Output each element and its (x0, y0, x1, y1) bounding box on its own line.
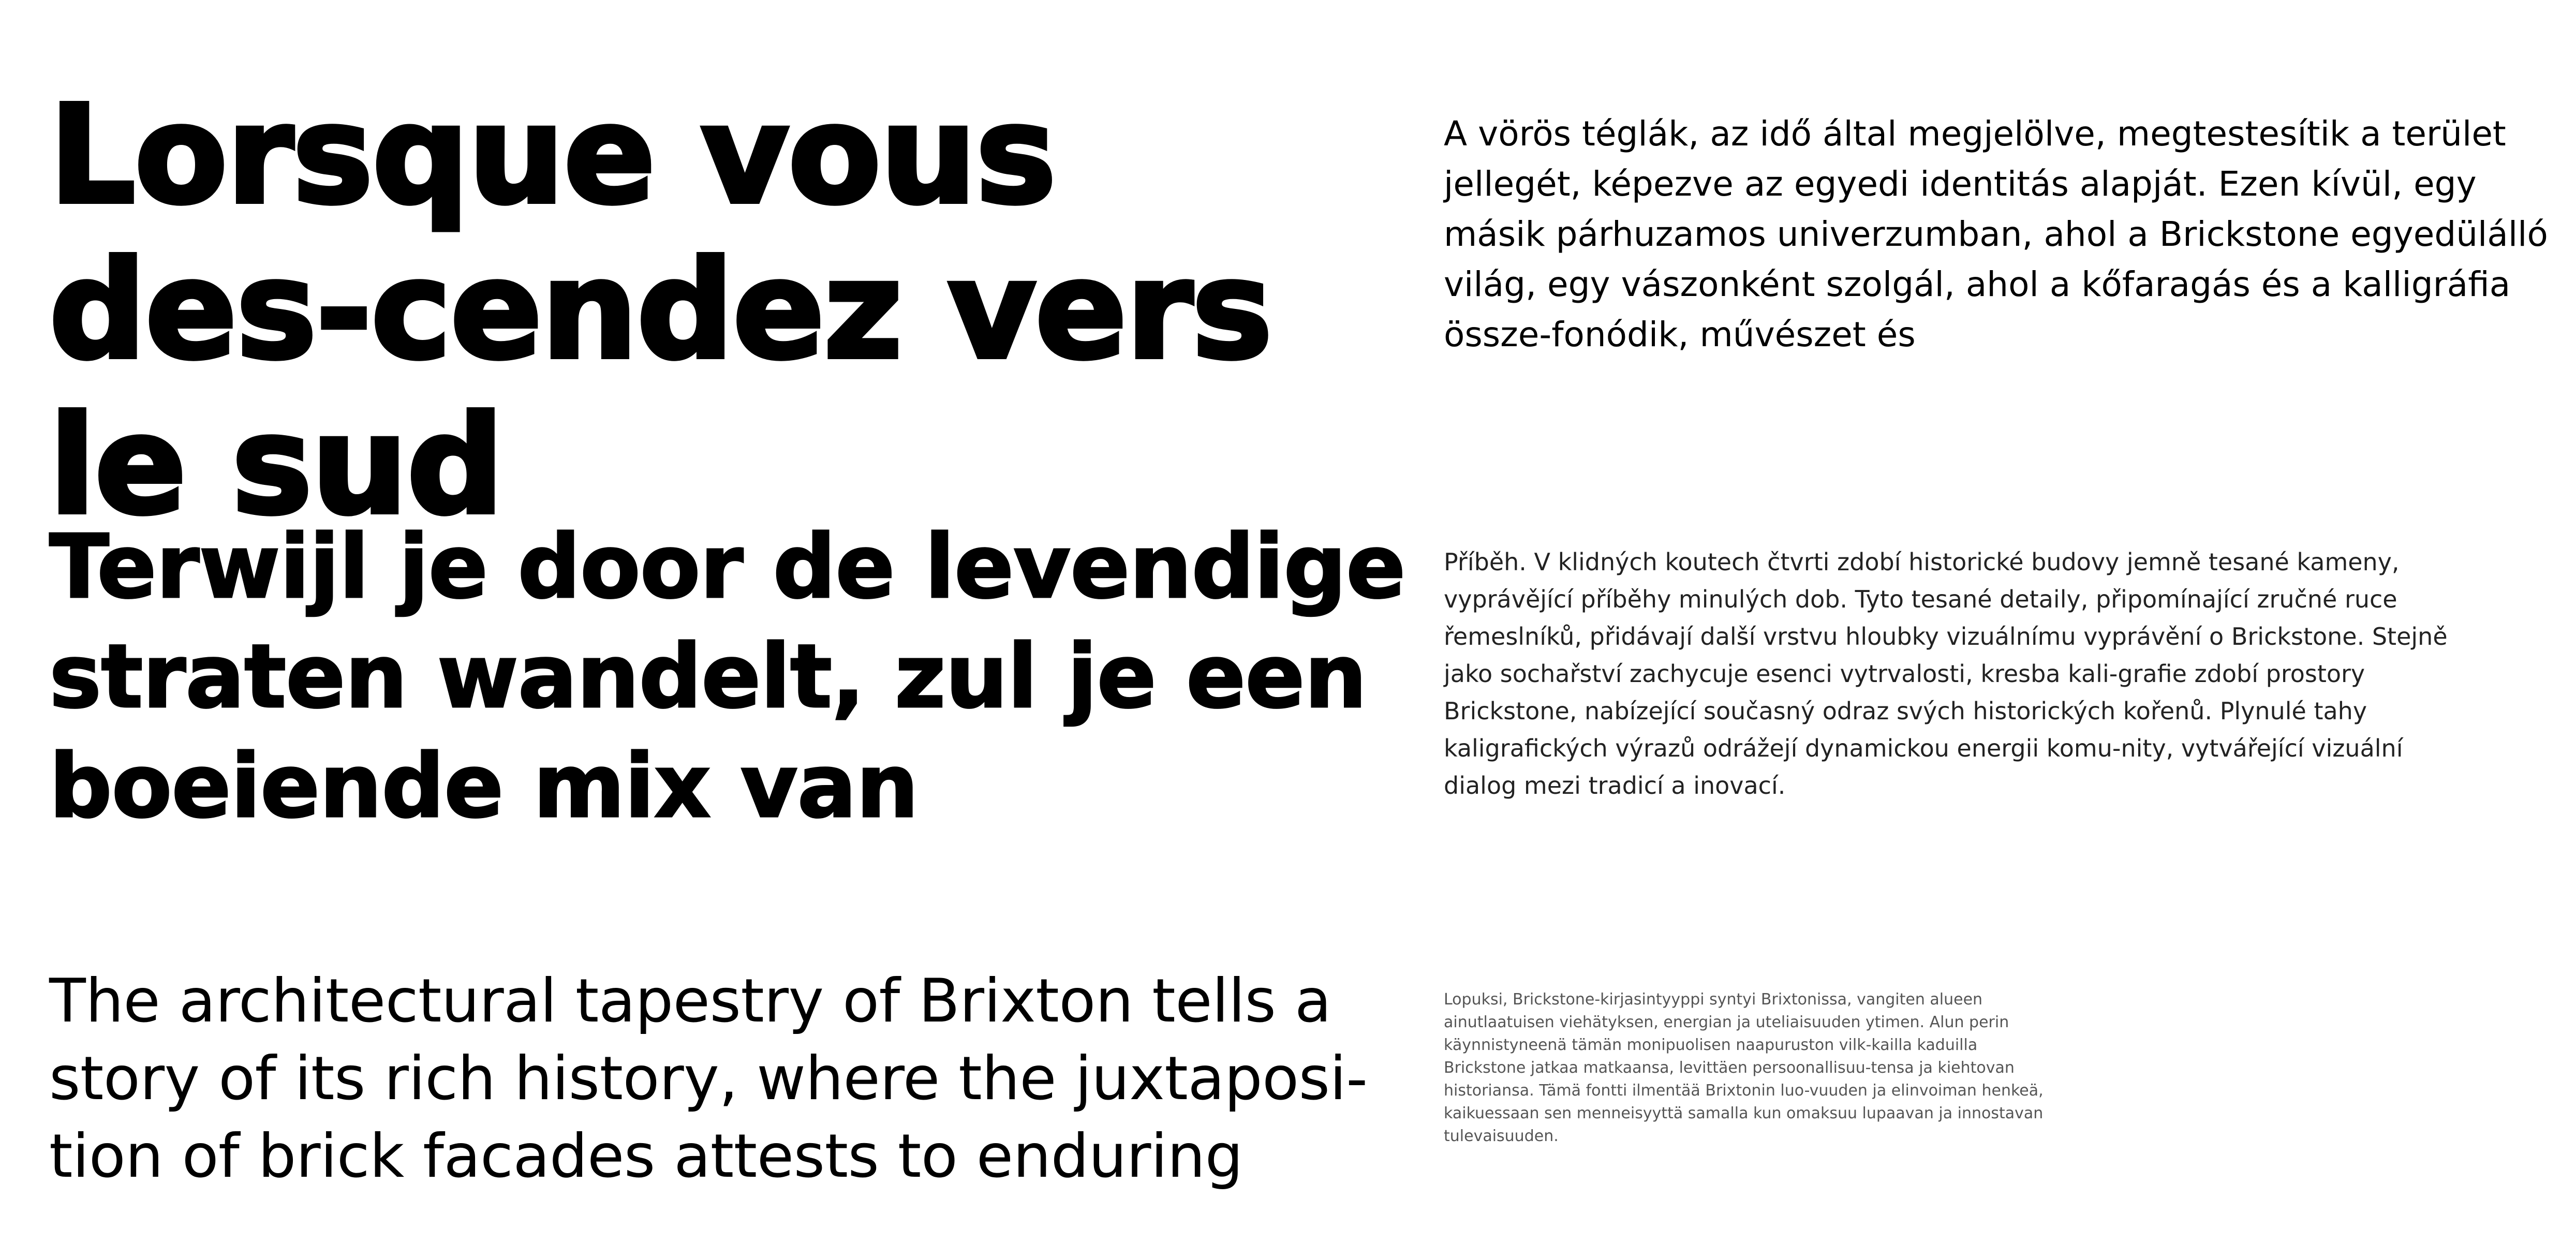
headline-regular-weight: The architectural tapestry of Brixton tells a story of its rich history, where the juxtaposi-tion of brick facades attests to enduring (49, 966, 1368, 1191)
headline-bold-weight: Terwijl je door de levendige straten wandelt, zul je een boeiende mix van (49, 516, 1405, 838)
paragraph-hungarian: A vörös téglák, az idő által megjelölve, megtestesítik a terület jellegét, képezve az egyedi identitás alapját. Ezen kívül, egy másik párhuzamos univerzumban, ahol a Brickstone egyedülálló világ, egy vászonként szolgál, ahol a kőfaragás és a kalligráfia össze-fonódik, művészet és (1444, 114, 2548, 354)
paragraph-czech: Příběh. V klidných koutech čtvrti zdobí historické budovy jemně tesané kameny, vyprávějící příběhy minulých dob. Tyto tesané detaily, připomínající zručné ruce řemeslníků, přidávají další vrstvu hloubky vizuálnímu vyprávění o Brickstone. Stejně jako sochařství zachycuje esenci vytrvalosti, kresba kali-grafie zdobí prostory Brickstone, nabízející současný odraz svých historických kořenů. Plynulé tahy kaligrafických výrazů odrážejí dynamickou energii komu-nity, vytvářející vizuální dialog mezi tradicí a inovací. (1444, 548, 2448, 800)
headline-black-weight: Lorsque vous des-cendez vers le sud (49, 76, 1272, 544)
paragraph-finnish: Lopuksi, Brickstone-kirjasintyyppi syntyi Brixtonissa, vangiten alueen ainutlaatuisen viehätyksen, energian ja uteliaisuuden ytimen. Alun perin käynnistyneenä tämän monipuolisen naapuruston vilk-kailla kaduilla Brickstone jatkaa matkaansa, levittäen persoonallisuu-tensa ja kiehtovan historiansa. Tämä fontti ilmentää Brixtonin luo-vuuden ja elinvoiman henkeä, kaikuessaan sen menneisyyttä samalla kun omaksuu lupaavan ja innostavan tulevaisuuden. (1444, 990, 2044, 1145)
